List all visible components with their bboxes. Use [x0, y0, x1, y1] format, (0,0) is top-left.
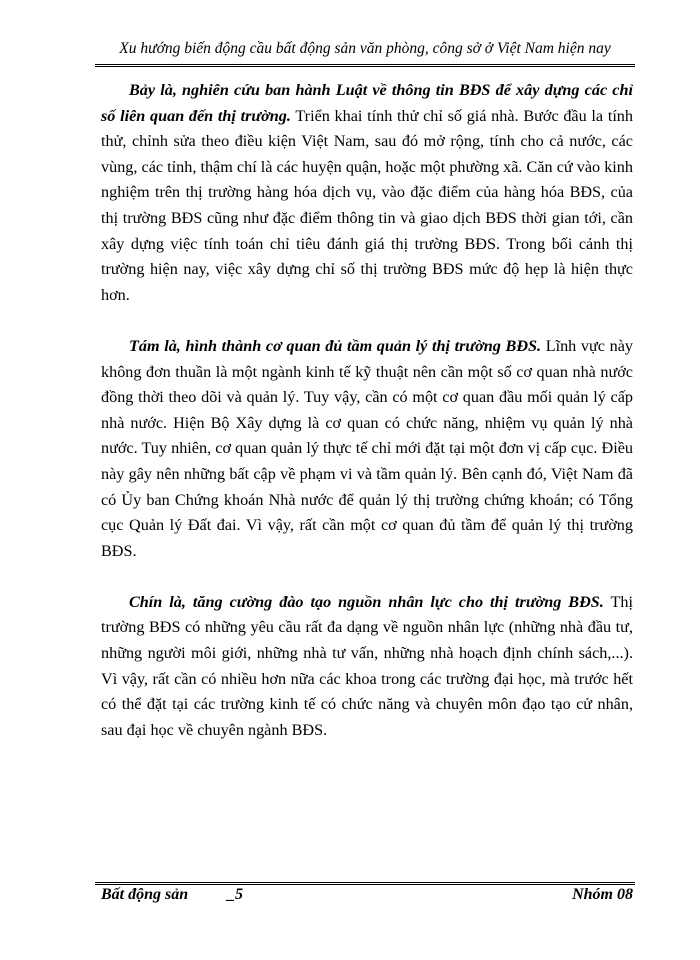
paragraph-body: Triển khai tính thử chỉ số giá nhà. Bước đầu la tính thử, chỉnh sửa theo điều kiện Việt Nam, sau đó mở rộng, tính cho cả nước, các vùng, các tỉnh, thậm chí là các huyện quận, hoặc một phường xã. Căn cứ vào kinh nghiệm trên thị trường hàng hóa dịch vụ, vào đặc điểm của hàng hóa BĐS, của thị trường BĐS cũng như đặc điểm thông tin và giao dịch BĐS thời gian tới, cần xây dựng việc tính toán chỉ tiêu đánh giá thị trường BĐS. Trong bối cảnh thị trường hiện nay, việc xây dựng chỉ số thị trường BĐS mức độ hẹp là hiện thực hơn.	[101, 106, 633, 304]
paragraph-body: Thị trường BĐS có những yêu cầu rất đa dạng về nguồn nhân lực (những nhà đầu tư, những người môi giới, những nhà tư vấn, những nhà hoạch định chính sách,...). Vì vậy, rất cần có nhiều hơn nữa các khoa trong các trường đại học, mà trước hết có thể đặt tại các trường kinh tế có chức năng và chuyên môn đạo tạo cử nhân, sau đại học về chuyên ngành BĐS.	[101, 592, 633, 739]
paragraph-chin	[101, 590, 633, 744]
page-number: _5	[227, 886, 243, 903]
paragraph-tam	[101, 334, 633, 564]
footer-divider	[95, 882, 635, 885]
paragraph-lead: Chín là, tăng cường đào tạo nguồn nhân lực cho thị trường BĐS.	[129, 592, 604, 611]
header-divider	[95, 64, 635, 67]
page-footer	[101, 886, 633, 912]
body-text	[101, 78, 633, 769]
paragraph-body: Lĩnh vực này không đơn thuần là một ngành kinh tế kỹ thuật nên cần một số cơ quan nhà nước đồng thời theo dõi và quản lý. Tuy vậy, cần có một cơ quan đầu mối quản lý cấp nhà nước. Hiện Bộ Xây dựng là cơ quan có chức năng, nhiệm vụ quản lý nhà nước. Tuy nhiên, cơ quan quản lý thực tế chỉ mới đặt tại một đơn vị cấp cục. Điều này gây nên những bất cập về phạm vi và tầm quản lý. Bên cạnh đó, Việt Nam đã có Ủy ban Chứng khoán Nhà nước để quản lý thị trường chứng khoán; có Tổng cục Quản lý Đất đai. Vì vậy, rất cần một cơ quan đủ tầm để quản lý thị trường BĐS.	[101, 336, 633, 560]
paragraph-lead: Bảy là, nghiên cứu ban hành Luật về thông tin BĐS để xây dựng các chỉ số liên quan đến thị trường.	[101, 81, 633, 125]
paragraph-lead: Tám là, hình thành cơ quan đủ tầm quản lý thị trường BĐS.	[129, 336, 542, 355]
footer-group: Nhóm 08	[572, 886, 633, 903]
page-header: Xu hướng biến động cầu bất động sản văn phòng, công sở ở Việt Nam hiện nay	[119, 40, 611, 57]
paragraph-bay	[101, 78, 633, 308]
footer-subject: Bất động sản	[101, 886, 189, 903]
